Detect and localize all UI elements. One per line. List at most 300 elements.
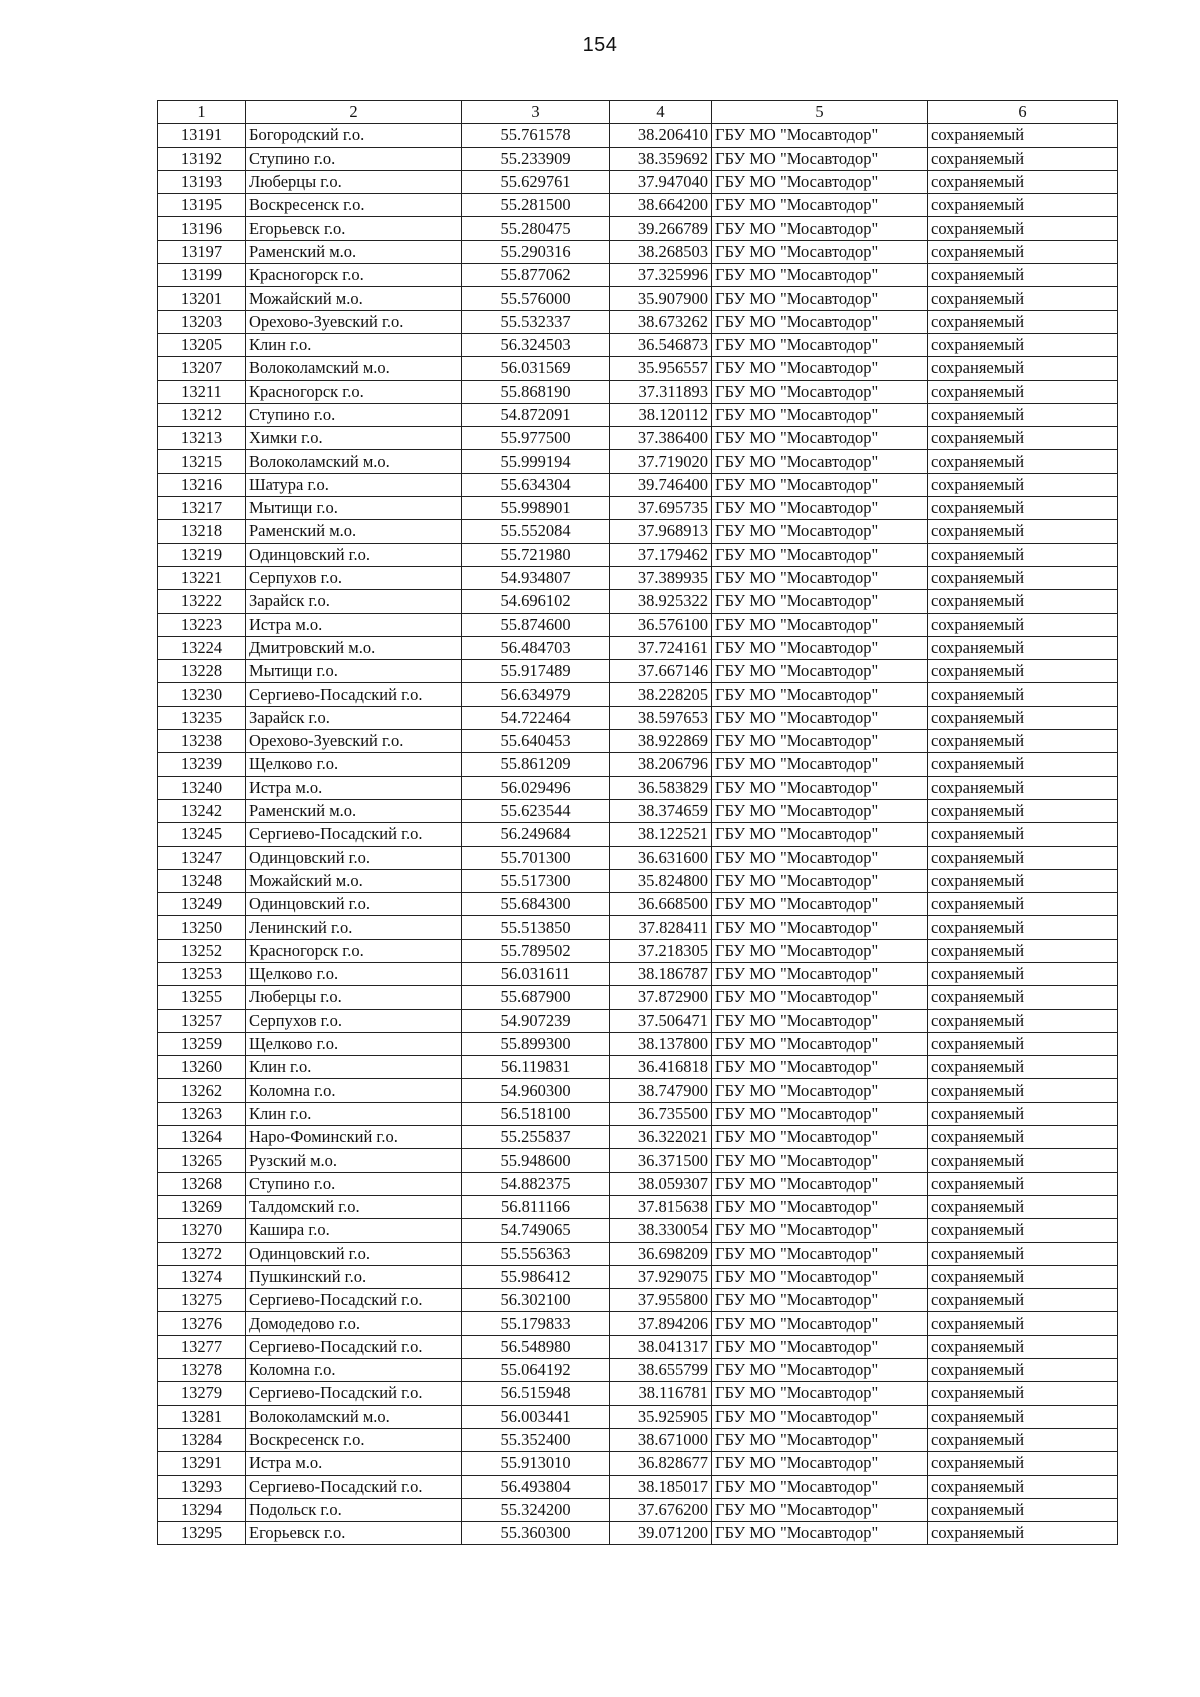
longitude-cell: 37.325996 (610, 264, 712, 287)
municipality-cell: Одинцовский г.о. (246, 893, 462, 916)
longitude-cell: 36.631600 (610, 846, 712, 869)
table-row (158, 450, 1118, 473)
status-cell: сохраняемый (928, 1102, 1118, 1125)
table-row (158, 823, 1118, 846)
record-id-cell: 13247 (158, 846, 246, 869)
municipality-cell: Люберцы г.о. (246, 170, 462, 193)
table-row (158, 730, 1118, 753)
longitude-cell: 38.059307 (610, 1172, 712, 1195)
status-cell: сохраняемый (928, 1032, 1118, 1055)
owner-cell: ГБУ МО "Мосавтодор" (712, 124, 928, 147)
record-id-cell: 13278 (158, 1359, 246, 1382)
latitude-cell: 55.556363 (462, 1242, 610, 1265)
longitude-cell: 38.359692 (610, 147, 712, 170)
owner-cell: ГБУ МО "Мосавтодор" (712, 1009, 928, 1032)
record-id-cell: 13249 (158, 893, 246, 916)
owner-cell: ГБУ МО "Мосавтодор" (712, 1289, 928, 1312)
municipality-cell: Мытищи г.о. (246, 660, 462, 683)
record-id-cell: 13193 (158, 170, 246, 193)
latitude-cell: 55.255837 (462, 1126, 610, 1149)
status-cell: сохраняемый (928, 380, 1118, 403)
latitude-cell: 56.515948 (462, 1382, 610, 1405)
owner-cell: ГБУ МО "Мосавтодор" (712, 683, 928, 706)
longitude-cell: 38.120112 (610, 403, 712, 426)
status-cell: сохраняемый (928, 1475, 1118, 1498)
longitude-cell: 38.671000 (610, 1428, 712, 1451)
table-row (158, 1056, 1118, 1079)
status-cell: сохраняемый (928, 566, 1118, 589)
record-id-cell: 13239 (158, 753, 246, 776)
record-id-cell: 13218 (158, 520, 246, 543)
status-cell: сохраняемый (928, 543, 1118, 566)
municipality-cell: Зарайск г.о. (246, 706, 462, 729)
latitude-cell: 56.548980 (462, 1335, 610, 1358)
record-id-cell: 13265 (158, 1149, 246, 1172)
owner-cell: ГБУ МО "Мосавтодор" (712, 1522, 928, 1545)
record-id-cell: 13284 (158, 1428, 246, 1451)
status-cell: сохраняемый (928, 986, 1118, 1009)
latitude-cell: 56.493804 (462, 1475, 610, 1498)
longitude-cell: 38.228205 (610, 683, 712, 706)
table-row (158, 613, 1118, 636)
table-row (158, 1265, 1118, 1288)
status-cell: сохраняемый (928, 799, 1118, 822)
record-id-cell: 13191 (158, 124, 246, 147)
municipality-cell: Сергиево-Посадский г.о. (246, 683, 462, 706)
status-cell: сохраняемый (928, 147, 1118, 170)
table-row (158, 1102, 1118, 1125)
municipality-cell: Домодедово г.о. (246, 1312, 462, 1335)
latitude-cell: 55.352400 (462, 1428, 610, 1451)
municipality-cell: Талдомский г.о. (246, 1195, 462, 1218)
latitude-cell: 55.064192 (462, 1359, 610, 1382)
latitude-cell: 56.634979 (462, 683, 610, 706)
longitude-cell: 35.824800 (610, 869, 712, 892)
owner-cell: ГБУ МО "Мосавтодор" (712, 287, 928, 310)
owner-cell: ГБУ МО "Мосавтодор" (712, 869, 928, 892)
latitude-cell: 55.999194 (462, 450, 610, 473)
latitude-cell: 55.948600 (462, 1149, 610, 1172)
record-id-cell: 13279 (158, 1382, 246, 1405)
longitude-cell: 37.968913 (610, 520, 712, 543)
table-row (158, 1335, 1118, 1358)
owner-cell: ГБУ МО "Мосавтодор" (712, 520, 928, 543)
status-cell: сохраняемый (928, 450, 1118, 473)
latitude-cell: 55.576000 (462, 287, 610, 310)
longitude-cell: 36.416818 (610, 1056, 712, 1079)
municipality-cell: Серпухов г.о. (246, 1009, 462, 1032)
municipality-cell: Серпухов г.о. (246, 566, 462, 589)
municipality-cell: Рузский м.о. (246, 1149, 462, 1172)
municipality-cell: Раменский м.о. (246, 799, 462, 822)
latitude-cell: 56.811166 (462, 1195, 610, 1218)
owner-cell: ГБУ МО "Мосавтодор" (712, 1475, 928, 1498)
longitude-cell: 37.218305 (610, 939, 712, 962)
longitude-cell: 38.206410 (610, 124, 712, 147)
record-id-cell: 13268 (158, 1172, 246, 1195)
status-cell: сохраняемый (928, 1056, 1118, 1079)
latitude-cell: 55.281500 (462, 194, 610, 217)
latitude-cell: 55.513850 (462, 916, 610, 939)
table-row (158, 660, 1118, 683)
table-row (158, 170, 1118, 193)
latitude-cell: 55.634304 (462, 473, 610, 496)
table-row (158, 1032, 1118, 1055)
owner-cell: ГБУ МО "Мосавтодор" (712, 497, 928, 520)
longitude-cell: 38.137800 (610, 1032, 712, 1055)
latitude-cell: 55.789502 (462, 939, 610, 962)
record-id-cell: 13248 (158, 869, 246, 892)
latitude-cell: 54.882375 (462, 1172, 610, 1195)
owner-cell: ГБУ МО "Мосавтодор" (712, 799, 928, 822)
longitude-cell: 38.664200 (610, 194, 712, 217)
owner-cell: ГБУ МО "Мосавтодор" (712, 636, 928, 659)
longitude-cell: 37.311893 (610, 380, 712, 403)
status-cell: сохраняемый (928, 1405, 1118, 1428)
record-id-cell: 13213 (158, 427, 246, 450)
longitude-cell: 37.667146 (610, 660, 712, 683)
table-row (158, 497, 1118, 520)
status-cell: сохраняемый (928, 1382, 1118, 1405)
municipality-cell: Химки г.о. (246, 427, 462, 450)
latitude-cell: 55.684300 (462, 893, 610, 916)
column-header: 1 (158, 101, 246, 124)
owner-cell: ГБУ МО "Мосавтодор" (712, 823, 928, 846)
table-row (158, 986, 1118, 1009)
longitude-cell: 37.947040 (610, 170, 712, 193)
municipality-cell: Можайский м.о. (246, 287, 462, 310)
table-row (158, 520, 1118, 543)
latitude-cell: 55.874600 (462, 613, 610, 636)
table-row (158, 1475, 1118, 1498)
status-cell: сохраняемый (928, 660, 1118, 683)
municipality-cell: Истра м.о. (246, 1452, 462, 1475)
latitude-cell: 56.302100 (462, 1289, 610, 1312)
owner-cell: ГБУ МО "Мосавтодор" (712, 1312, 928, 1335)
status-cell: сохраняемый (928, 846, 1118, 869)
record-id-cell: 13270 (158, 1219, 246, 1242)
status-cell: сохраняемый (928, 520, 1118, 543)
table-row (158, 916, 1118, 939)
longitude-cell: 37.695735 (610, 497, 712, 520)
status-cell: сохраняемый (928, 1335, 1118, 1358)
latitude-cell: 55.517300 (462, 869, 610, 892)
owner-cell: ГБУ МО "Мосавтодор" (712, 264, 928, 287)
municipality-cell: Орехово-Зуевский г.о. (246, 310, 462, 333)
owner-cell: ГБУ МО "Мосавтодор" (712, 1428, 928, 1451)
column-header: 2 (246, 101, 462, 124)
municipality-cell: Истра м.о. (246, 776, 462, 799)
owner-cell: ГБУ МО "Мосавтодор" (712, 706, 928, 729)
record-id-cell: 13238 (158, 730, 246, 753)
municipality-cell: Одинцовский г.о. (246, 543, 462, 566)
municipality-cell: Клин г.о. (246, 1102, 462, 1125)
latitude-cell: 55.917489 (462, 660, 610, 683)
record-id-cell: 13203 (158, 310, 246, 333)
status-cell: сохраняемый (928, 1242, 1118, 1265)
column-header: 3 (462, 101, 610, 124)
municipality-cell: Сергиево-Посадский г.о. (246, 1289, 462, 1312)
longitude-cell: 37.676200 (610, 1498, 712, 1521)
municipality-cell: Богородский г.о. (246, 124, 462, 147)
record-id-cell: 13253 (158, 962, 246, 985)
status-cell: сохраняемый (928, 706, 1118, 729)
record-id-cell: 13277 (158, 1335, 246, 1358)
table-row (158, 962, 1118, 985)
owner-cell: ГБУ МО "Мосавтодор" (712, 1172, 928, 1195)
status-cell: сохраняемый (928, 403, 1118, 426)
table-row (158, 566, 1118, 589)
status-cell: сохраняемый (928, 1452, 1118, 1475)
status-cell: сохраняемый (928, 287, 1118, 310)
status-cell: сохраняемый (928, 194, 1118, 217)
record-id-cell: 13230 (158, 683, 246, 706)
table-row (158, 1382, 1118, 1405)
owner-cell: ГБУ МО "Мосавтодор" (712, 753, 928, 776)
municipality-cell: Щелково г.о. (246, 962, 462, 985)
status-cell: сохраняемый (928, 776, 1118, 799)
latitude-cell: 55.868190 (462, 380, 610, 403)
latitude-cell: 56.518100 (462, 1102, 610, 1125)
status-cell: сохраняемый (928, 1079, 1118, 1102)
municipality-cell: Коломна г.о. (246, 1359, 462, 1382)
table-row (158, 869, 1118, 892)
table-row (158, 194, 1118, 217)
table-row (158, 1079, 1118, 1102)
status-cell: сохраняемый (928, 1172, 1118, 1195)
longitude-cell: 38.747900 (610, 1079, 712, 1102)
record-id-cell: 13235 (158, 706, 246, 729)
municipality-cell: Истра м.о. (246, 613, 462, 636)
owner-cell: ГБУ МО "Мосавтодор" (712, 776, 928, 799)
status-cell: сохраняемый (928, 264, 1118, 287)
latitude-cell: 56.119831 (462, 1056, 610, 1079)
longitude-cell: 38.116781 (610, 1382, 712, 1405)
latitude-cell: 54.872091 (462, 403, 610, 426)
table-row (158, 1009, 1118, 1032)
status-cell: сохраняемый (928, 1265, 1118, 1288)
owner-cell: ГБУ МО "Мосавтодор" (712, 1405, 928, 1428)
table-row (158, 683, 1118, 706)
municipality-cell: Егорьевск г.о. (246, 217, 462, 240)
municipality-cell: Щелково г.о. (246, 753, 462, 776)
status-cell: сохраняемый (928, 753, 1118, 776)
owner-cell: ГБУ МО "Мосавтодор" (712, 1149, 928, 1172)
longitude-cell: 36.828677 (610, 1452, 712, 1475)
latitude-cell: 55.324200 (462, 1498, 610, 1521)
table-row (158, 1452, 1118, 1475)
latitude-cell: 55.913010 (462, 1452, 610, 1475)
record-id-cell: 13293 (158, 1475, 246, 1498)
status-cell: сохраняемый (928, 1498, 1118, 1521)
status-cell: сохраняемый (928, 333, 1118, 356)
table-row (158, 287, 1118, 310)
status-cell: сохраняемый (928, 124, 1118, 147)
table-row (158, 124, 1118, 147)
record-id-cell: 13211 (158, 380, 246, 403)
table-row (158, 473, 1118, 496)
municipality-cell: Воскресенск г.о. (246, 1428, 462, 1451)
status-cell: сохраняемый (928, 893, 1118, 916)
table-row (158, 1522, 1118, 1545)
latitude-cell: 55.640453 (462, 730, 610, 753)
longitude-cell: 37.389935 (610, 566, 712, 589)
owner-cell: ГБУ МО "Мосавтодор" (712, 566, 928, 589)
longitude-cell: 37.894206 (610, 1312, 712, 1335)
table-row (158, 264, 1118, 287)
record-id-cell: 13222 (158, 590, 246, 613)
table-row (158, 380, 1118, 403)
longitude-cell: 36.583829 (610, 776, 712, 799)
owner-cell: ГБУ МО "Мосавтодор" (712, 1102, 928, 1125)
record-id-cell: 13276 (158, 1312, 246, 1335)
municipality-cell: Шатура г.о. (246, 473, 462, 496)
municipality-cell: Воскресенск г.о. (246, 194, 462, 217)
table-row (158, 1195, 1118, 1218)
table-row (158, 427, 1118, 450)
municipality-cell: Одинцовский г.о. (246, 1242, 462, 1265)
status-cell: сохраняемый (928, 1289, 1118, 1312)
status-cell: сохраняемый (928, 240, 1118, 263)
longitude-cell: 37.815638 (610, 1195, 712, 1218)
owner-cell: ГБУ МО "Мосавтодор" (712, 427, 928, 450)
owner-cell: ГБУ МО "Мосавтодор" (712, 590, 928, 613)
municipality-cell: Ленинский г.о. (246, 916, 462, 939)
longitude-cell: 38.925322 (610, 590, 712, 613)
longitude-cell: 38.206796 (610, 753, 712, 776)
record-id-cell: 13275 (158, 1289, 246, 1312)
status-cell: сохраняемый (928, 1195, 1118, 1218)
record-id-cell: 13281 (158, 1405, 246, 1428)
longitude-cell: 38.186787 (610, 962, 712, 985)
latitude-cell: 56.031569 (462, 357, 610, 380)
longitude-cell: 36.576100 (610, 613, 712, 636)
longitude-cell: 36.371500 (610, 1149, 712, 1172)
status-cell: сохраняемый (928, 916, 1118, 939)
record-id-cell: 13240 (158, 776, 246, 799)
latitude-cell: 55.233909 (462, 147, 610, 170)
owner-cell: ГБУ МО "Мосавтодор" (712, 310, 928, 333)
owner-cell: ГБУ МО "Мосавтодор" (712, 1359, 928, 1382)
record-id-cell: 13259 (158, 1032, 246, 1055)
municipality-cell: Люберцы г.о. (246, 986, 462, 1009)
record-id-cell: 13215 (158, 450, 246, 473)
municipality-cell: Егорьевск г.о. (246, 1522, 462, 1545)
record-id-cell: 13197 (158, 240, 246, 263)
column-header: 6 (928, 101, 1118, 124)
owner-cell: ГБУ МО "Мосавтодор" (712, 916, 928, 939)
latitude-cell: 55.360300 (462, 1522, 610, 1545)
longitude-cell: 36.322021 (610, 1126, 712, 1149)
record-id-cell: 13217 (158, 497, 246, 520)
table-row (158, 333, 1118, 356)
longitude-cell: 37.506471 (610, 1009, 712, 1032)
longitude-cell: 37.179462 (610, 543, 712, 566)
latitude-cell: 55.623544 (462, 799, 610, 822)
status-cell: сохраняемый (928, 730, 1118, 753)
latitude-cell: 54.960300 (462, 1079, 610, 1102)
municipality-cell: Красногорск г.о. (246, 939, 462, 962)
status-cell: сохраняемый (928, 613, 1118, 636)
status-cell: сохраняемый (928, 962, 1118, 985)
municipality-cell: Подольск г.о. (246, 1498, 462, 1521)
table-row (158, 217, 1118, 240)
record-id-cell: 13245 (158, 823, 246, 846)
record-id-cell: 13221 (158, 566, 246, 589)
record-id-cell: 13224 (158, 636, 246, 659)
longitude-cell: 37.724161 (610, 636, 712, 659)
record-id-cell: 13250 (158, 916, 246, 939)
owner-cell: ГБУ МО "Мосавтодор" (712, 1335, 928, 1358)
table-row (158, 893, 1118, 916)
longitude-cell: 38.122521 (610, 823, 712, 846)
longitude-cell: 38.673262 (610, 310, 712, 333)
latitude-cell: 55.701300 (462, 846, 610, 869)
status-cell: сохраняемый (928, 1428, 1118, 1451)
status-cell: сохраняемый (928, 1219, 1118, 1242)
municipality-cell: Клин г.о. (246, 333, 462, 356)
latitude-cell: 55.899300 (462, 1032, 610, 1055)
table-body (158, 124, 1118, 1545)
owner-cell: ГБУ МО "Мосавтодор" (712, 450, 928, 473)
municipality-cell: Пушкинский г.о. (246, 1265, 462, 1288)
longitude-cell: 36.546873 (610, 333, 712, 356)
status-cell: сохраняемый (928, 1126, 1118, 1149)
record-id-cell: 13199 (158, 264, 246, 287)
owner-cell: ГБУ МО "Мосавтодор" (712, 730, 928, 753)
latitude-cell: 55.977500 (462, 427, 610, 450)
table-row (158, 1405, 1118, 1428)
municipality-cell: Зарайск г.о. (246, 590, 462, 613)
longitude-cell: 37.955800 (610, 1289, 712, 1312)
owner-cell: ГБУ МО "Мосавтодор" (712, 939, 928, 962)
header-row (158, 101, 1118, 124)
status-cell: сохраняемый (928, 427, 1118, 450)
table-row (158, 846, 1118, 869)
owner-cell: ГБУ МО "Мосавтодор" (712, 986, 928, 1009)
municipality-cell: Щелково г.о. (246, 1032, 462, 1055)
latitude-cell: 56.484703 (462, 636, 610, 659)
record-id-cell: 13212 (158, 403, 246, 426)
owner-cell: ГБУ МО "Мосавтодор" (712, 1079, 928, 1102)
longitude-cell: 35.907900 (610, 287, 712, 310)
status-cell: сохраняемый (928, 869, 1118, 892)
municipality-cell: Можайский м.о. (246, 869, 462, 892)
table-row (158, 1428, 1118, 1451)
owner-cell: ГБУ МО "Мосавтодор" (712, 962, 928, 985)
owner-cell: ГБУ МО "Мосавтодор" (712, 1195, 928, 1218)
table-row (158, 1312, 1118, 1335)
latitude-cell: 56.003441 (462, 1405, 610, 1428)
status-cell: сохраняемый (928, 1359, 1118, 1382)
table-row (158, 1219, 1118, 1242)
municipality-cell: Наро-Фоминский г.о. (246, 1126, 462, 1149)
longitude-cell: 38.922869 (610, 730, 712, 753)
table-row (158, 590, 1118, 613)
owner-cell: ГБУ МО "Мосавтодор" (712, 473, 928, 496)
latitude-cell: 55.861209 (462, 753, 610, 776)
table-row (158, 1359, 1118, 1382)
status-cell: сохраняемый (928, 310, 1118, 333)
record-id-cell: 13269 (158, 1195, 246, 1218)
owner-cell: ГБУ МО "Мосавтодор" (712, 1219, 928, 1242)
municipality-cell: Ступино г.о. (246, 147, 462, 170)
record-id-cell: 13207 (158, 357, 246, 380)
table-row (158, 776, 1118, 799)
owner-cell: ГБУ МО "Мосавтодор" (712, 357, 928, 380)
longitude-cell: 39.746400 (610, 473, 712, 496)
table-row (158, 939, 1118, 962)
